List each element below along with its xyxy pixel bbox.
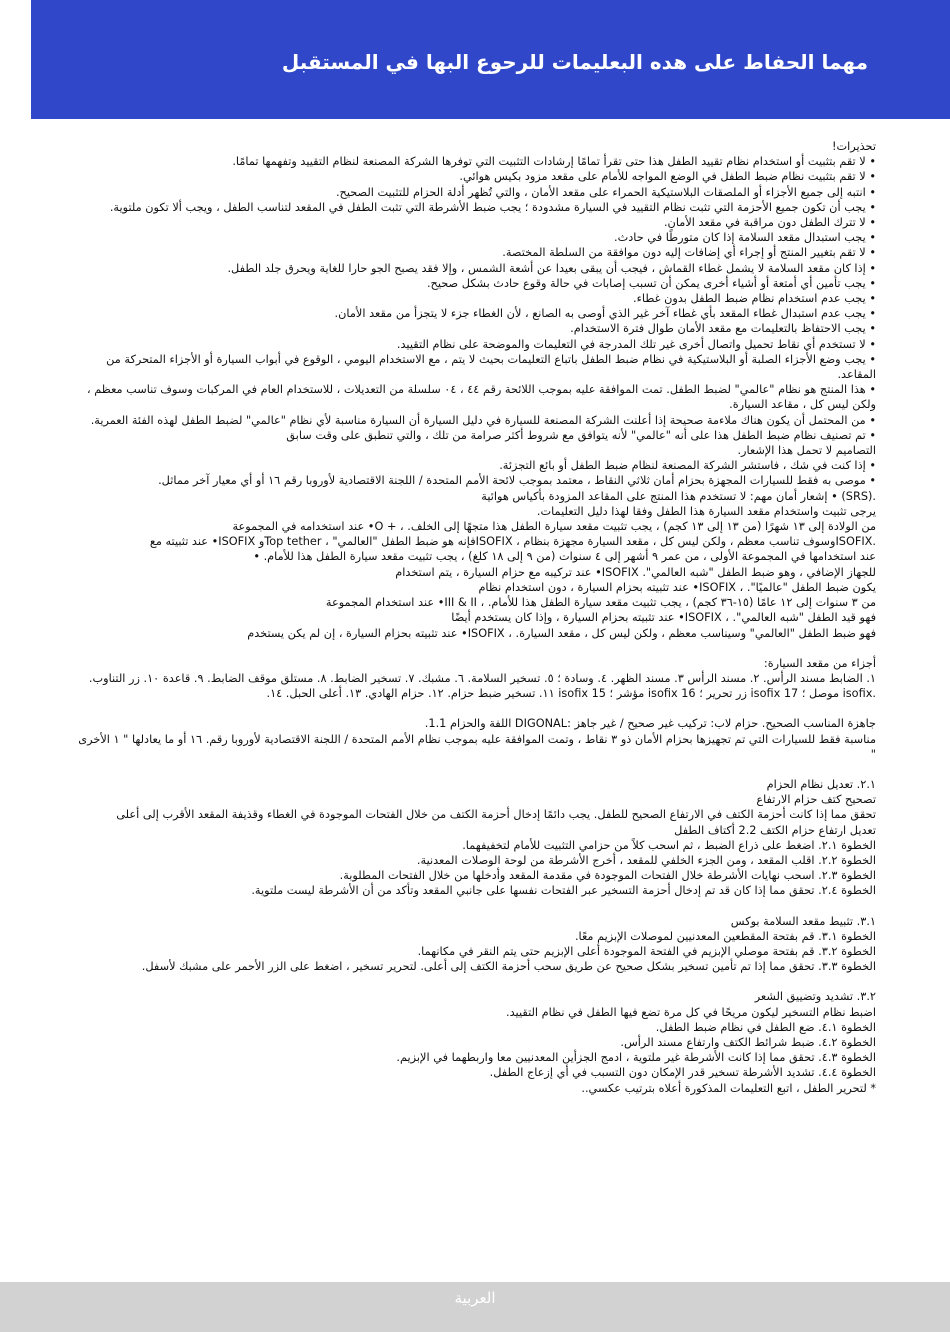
- body-line: أجزاء من مقعد السيارة:: [763, 656, 876, 670]
- body-line: ٣.١. تثبيط مقعد السلامة بوكس: [730, 914, 876, 928]
- footer-language-label: العربية: [454, 1289, 496, 1307]
- body-line: • يجب تأمين أي أمتعة أو أشياء أخرى يمكن أن تسبب إصابات في حالة وقوع حادث بشكل صحيح.: [426, 276, 876, 290]
- body-line: • يجب استبدال مقعد السلامة إذا كان متورطًا في حادث.: [614, 231, 876, 245]
- body-line: الخطوة ٢.٢. اقلب المقعد ، ومن الجزء الخلفي للمقعد ، أخرج الأشرطة من لوحة الوصلات المعدنية.: [416, 853, 876, 867]
- body-line: • لا تقم بتثبيت نظام ضبط الطفل في الوضع المواجه للأمام على مقعد مزود بكيس هوائي.: [459, 170, 876, 184]
- body-line: • إذا كان مقعد السلامة لا يشمل غطاء القماش ، فيجب أن يبقى بعيدا عن أشعة الشمس ، وإلا فقد يصبح الجو حارا للغاية ويحرق جلد الطفل.: [227, 261, 876, 275]
- body-line: التصاميم لا تحمل هذا الإشعار.: [737, 444, 876, 458]
- body-line: ١. الضابط مسند الرأس. ٢. مسند الرأس ٣. مسند الظهر. ٤. وسادة ؛ ٥. تسخير السلامة. ٦. مشبك. ٧. تسخير الضابط. ٨. مستلق موقف الضابط. ٩. قاعدة ١٠. زر التناوب.: [88, 671, 876, 685]
- body-line: • لا تترك الطفل دون مراقبة في مقعد الأمان.: [663, 216, 876, 230]
- body-line: الخطوة ٤.٤. تشديد الأشرطة تسخير قدر الإمكان دون التسبب في أي إزعاج الطفل.: [489, 1066, 876, 1080]
- body-line: للجهاز الإضافي ، وهو ضبط الطفل "شبه العالمي". ISOFIX• عند تركيبه مع حزام السيارة ، يتم استخدام: [395, 565, 876, 579]
- body-line: اضبط نظام التسخير ليكون مريحًا في كل مرة تضع فيها الطفل في نظام التقييد.: [506, 1005, 876, 1019]
- body-line: * لتحرير الطفل ، اتبع التعليمات المذكورة أعلاه بترتيب عكسي..: [581, 1081, 876, 1095]
- body-line: الخطوة ٢.٣. اسحب نهايات الأشرطة خلال الفتحات الموجودة في مقدمة المقعد وأدخلها من خلال الفتحات المطلوبة.: [339, 869, 876, 883]
- body-line: مناسبة فقط للسيارات التي تم تجهيزها بحزام الأمان ذو ٣ نقاط ، وتمت الموافقة عليه بموجب نظام الأمم المتحدة / اللجنة الاقتصادية لأوروبا رقم. ١٦ أو ما يعادلها " ١ الأخرى ": [78, 732, 876, 761]
- body-line: من ٣ سنوات إلى ١٢ عامًا (١٥-٣٦ كجم) ، يجب تثبيت مقعد سيارة الطفل هذا للأمام. ، III & II• عند استخدام المجموعة: [325, 596, 876, 610]
- body-line: • لا تستخدم أي نقاط تحميل واتصال أخرى غير تلك المدرجة في التعليمات والموضحة على نظام التقييد.: [396, 337, 876, 351]
- body-line: • هذا المنتج هو نظام "عالمي" لضبط الطفل. تمت الموافقة عليه بموجب اللائحة رقم ٤٤ ، ٠٤ سلسلة من التعديلات ، للاستخدام العام في المركبات وسوف تناسب معظم ، ولكن ليس كل ، مقاعد السيارة.: [87, 383, 876, 412]
- page-title: مهما الحفاط على هده البعليمات للرحوع البها في المستقبل: [281, 50, 868, 74]
- body-line: • يجب أن تكون جميع الأحزمة التي تثبت نظام التقييد في السيارة مشدودة ؛ يجب ضبط الأشرطة التي تثبت الطفل في المقعد لتناسب الطفل ، ويجب ألا تكون ملتوية.: [109, 200, 876, 214]
- body-line: تحذيرات!: [831, 140, 876, 153]
- body-line: فهو قيد الطفل "شبه العالمي". ، ISOFIX• عند تثبيته بحزام السيارة ، وإذا كان يستخدم أيضًا: [451, 611, 876, 625]
- body-line: الخطوة ٣.٢. قم بفتحة موصلي الإبزيم في الفتحة الموجودة أعلى الإبزيم حتى يتم النقر في مكانهما.: [417, 944, 876, 958]
- body-line: .(SRS) • إشعار أمان مهم: لا تستخدم هذا المنتج على المقاعد المزودة بأكياس هوائية: [481, 489, 876, 503]
- body-line: تصحيح كتف حزام الارتفاع: [756, 793, 876, 807]
- paragraph-gap: [70, 974, 876, 989]
- body-line: الخطوة ٣.١. قم بفتحة المقطعين المعدنيين لموصلات الإبزيم معًا.: [574, 929, 876, 943]
- paragraph-gap: [70, 899, 876, 914]
- body-line: الخطوة ٢.٤. تحقق مما إذا كان قد تم إدخال أحزمة التسخير عبر الفتحات نفسها على جانبي المقعد وتأكد من أن الأشرطة ليست ملتوية.: [251, 884, 876, 898]
- body-line: • لا تقم بتثبيت أو استخدام نظام تقييد الطفل هذا حتى تقرأ تمامًا إرشادات التثبيت التي توفرها الشركة المصنعة لنظام التقييد وتفهمها تمامًا.: [232, 155, 876, 169]
- body-line: ٣.٢. تشديد وتضييق الشعر: [754, 990, 876, 1004]
- body-line: تحقق مما إذا كانت أحزمة الكتف في الارتفاع الصحيح للطفل. يجب دائمًا إدخال أحزمة الكتف من خلال الفتحات الموجودة في الغطاء وقذيفة المقعد الأقرب إلى أعلى: [116, 808, 876, 822]
- header-notch: [0, 0, 31, 119]
- body-line: .isofix موصل ؛ isofix 17 زر تحرير ؛ isofix 16 مؤشر ؛ isofix 15 ١١. تسخير ضبط حزام. ١٢. حزام الهادي. ١٣. أعلى الحبل. ١٤.: [266, 687, 876, 701]
- body-line: الخطوة ٤.٣. تحقق مما إذا كانت الأشرطة غير ملتوية ، ادمج الجزأين المعدنيين معا واربطهما في الإبزيم.: [396, 1051, 876, 1065]
- body-line: جاهزة المناسب الصحيح. حزام لاب: تركيب غير صحيح / غير جاهز :DIGONAL اللفة والحزام 1.1.: [424, 717, 876, 731]
- body-line: • يجب عدم استخدام نظام ضبط الطفل بدون غطاء.: [633, 292, 876, 306]
- body-line: الخطوة ٤.١. ضع الطفل في نظام ضبط الطفل.: [655, 1020, 876, 1034]
- body-line: • انتبه إلى جميع الأجزاء أو الملصقات البلاستيكية الحمراء على مقعد الأمان ، والتي تُظهر أدلة الحزام للتثبيت الصحيح.: [335, 185, 876, 199]
- body-line: عند استخدامها في المجموعة الأولى ، من عمر ٩ أشهر إلى ٤ سنوات (من ٩ إلى ١٨ كلغ) ، يجب تثبيت مقعد سيارة الطفل هذا للأمام. •: [253, 550, 876, 564]
- body-line: .ISOFIXوسوف تناسب معظم ، ولكن ليس كل ، مقعد السيارة مجهزة بنظام ، ISOFIXفإنه هو ضبط الطفل "العالمي" ، Top tetherو ISOFIX• عند تثبيته مع: [149, 535, 876, 549]
- body-line: الخطوة ٣.٣. تحقق مما إذا تم تأمين تسخير بشكل صحيح عن طريق سحب أحزمة الكتف إلى أعلى. لتحرير تسخير ، اضغط على الزر الأحمر على مشبك لأسفل.: [141, 960, 876, 974]
- body-line: يرجى تثبيت واستخدام مقعد السيارة هذا الطفل وفقا لهذا دليل التعليمات.: [536, 504, 876, 518]
- body-line: من الولادة إلى ١٣ شهرًا (من ١٣ إلى ١٣ كجم) ، يجب تثبيت مقعد سيارة الطفل هذا متجهًا إلى الخلف. ، + O• عند استخدامه في المجموعة: [232, 520, 876, 534]
- body-line: • لا تقم بتغيير المنتج أو إجراء أي إضافات إليه دون موافقة من السلطة المختصة.: [502, 246, 876, 260]
- paragraph-gap: [70, 641, 876, 656]
- body-line: فهو ضبط الطفل "العالمي" وسيناسب معظم ، ولكن ليس كل ، مقعد السيارة. ، ISOFIX• عند تثبيته بحزام السيارة ، إن لم يكن يستخدم: [247, 626, 876, 640]
- body-line: • يجب وضع الأجزاء الصلبة أو البلاستيكية في نظام ضبط الطفل باتباع التعليمات بحيث لا يتم ، مع الاستخدام اليومي ، الوقوع في أبواب السيارة أو الأجزاء المتحركة من المقاعد.: [106, 352, 876, 382]
- body-line: • موصى به فقط للسيارات المجهزة بحزام أمان ثلاثي النقاط ، معتمد بموجب لائحة الأمم المتحدة / اللجنة الاقتصادية لأوروبا رقم ١٦ أو أي معيار آخر مماثل.: [158, 474, 876, 488]
- body-line: ٢.١. تعديل نظام الحزام: [766, 777, 876, 791]
- body-line: تعديل ارتفاع حزام الكتف 2.2 أكتاف الطفل: [674, 823, 876, 837]
- paragraph-gap: [70, 762, 876, 777]
- body-line: الخطوة ٤.٢. ضبط شرائط الكتف وارتفاع مسند الرأس.: [620, 1035, 876, 1049]
- body-line: • إذا كنت في شك ، فاستشر الشركة المصنعة لنظام ضبط الطفل أو بائع التجزئة.: [499, 459, 876, 473]
- body-line: • يجب الاحتفاظ بالتعليمات مع مقعد الأمان طوال فترة الاستخدام.: [570, 322, 876, 336]
- body-line: يكون ضبط الطفل "عالميًا". ، ISOFIX• عند تثبيته بحزام السيارة ، دون استخدام نظام: [478, 580, 876, 594]
- body-line: • يجب عدم استبدال غطاء المقعد بأي غطاء آخر غير الذي أوصى به الصانع ، لأن الغطاء جزء لا يتجزأ من مقعد الأمان.: [334, 307, 876, 321]
- document-body: [70, 139, 876, 1096]
- body-line: • تم تصنيف نظام ضبط الطفل هذا على أنه "عالمي" لأنه يتوافق مع شروط أكثر صرامة من تلك ، والتي تنطبق على وقت سابق: [286, 428, 876, 442]
- body-line: الخطوة ٢.١. اضغط على ذراع الضبط ، ثم اسحب كلاً من حزامي التثبيت للأمام لتخفيفهما.: [462, 838, 876, 852]
- paragraph-gap: [70, 701, 876, 716]
- body-line: • من المحتمل أن يكون هناك ملاءمة صحيحة إذا أعلنت الشركة المصنعة للسيارة في دليل السيارة أن السيارة مناسبة لأي نظام "عالمي" لضبط الطفل لهذه الفئة العمرية.: [90, 413, 876, 427]
